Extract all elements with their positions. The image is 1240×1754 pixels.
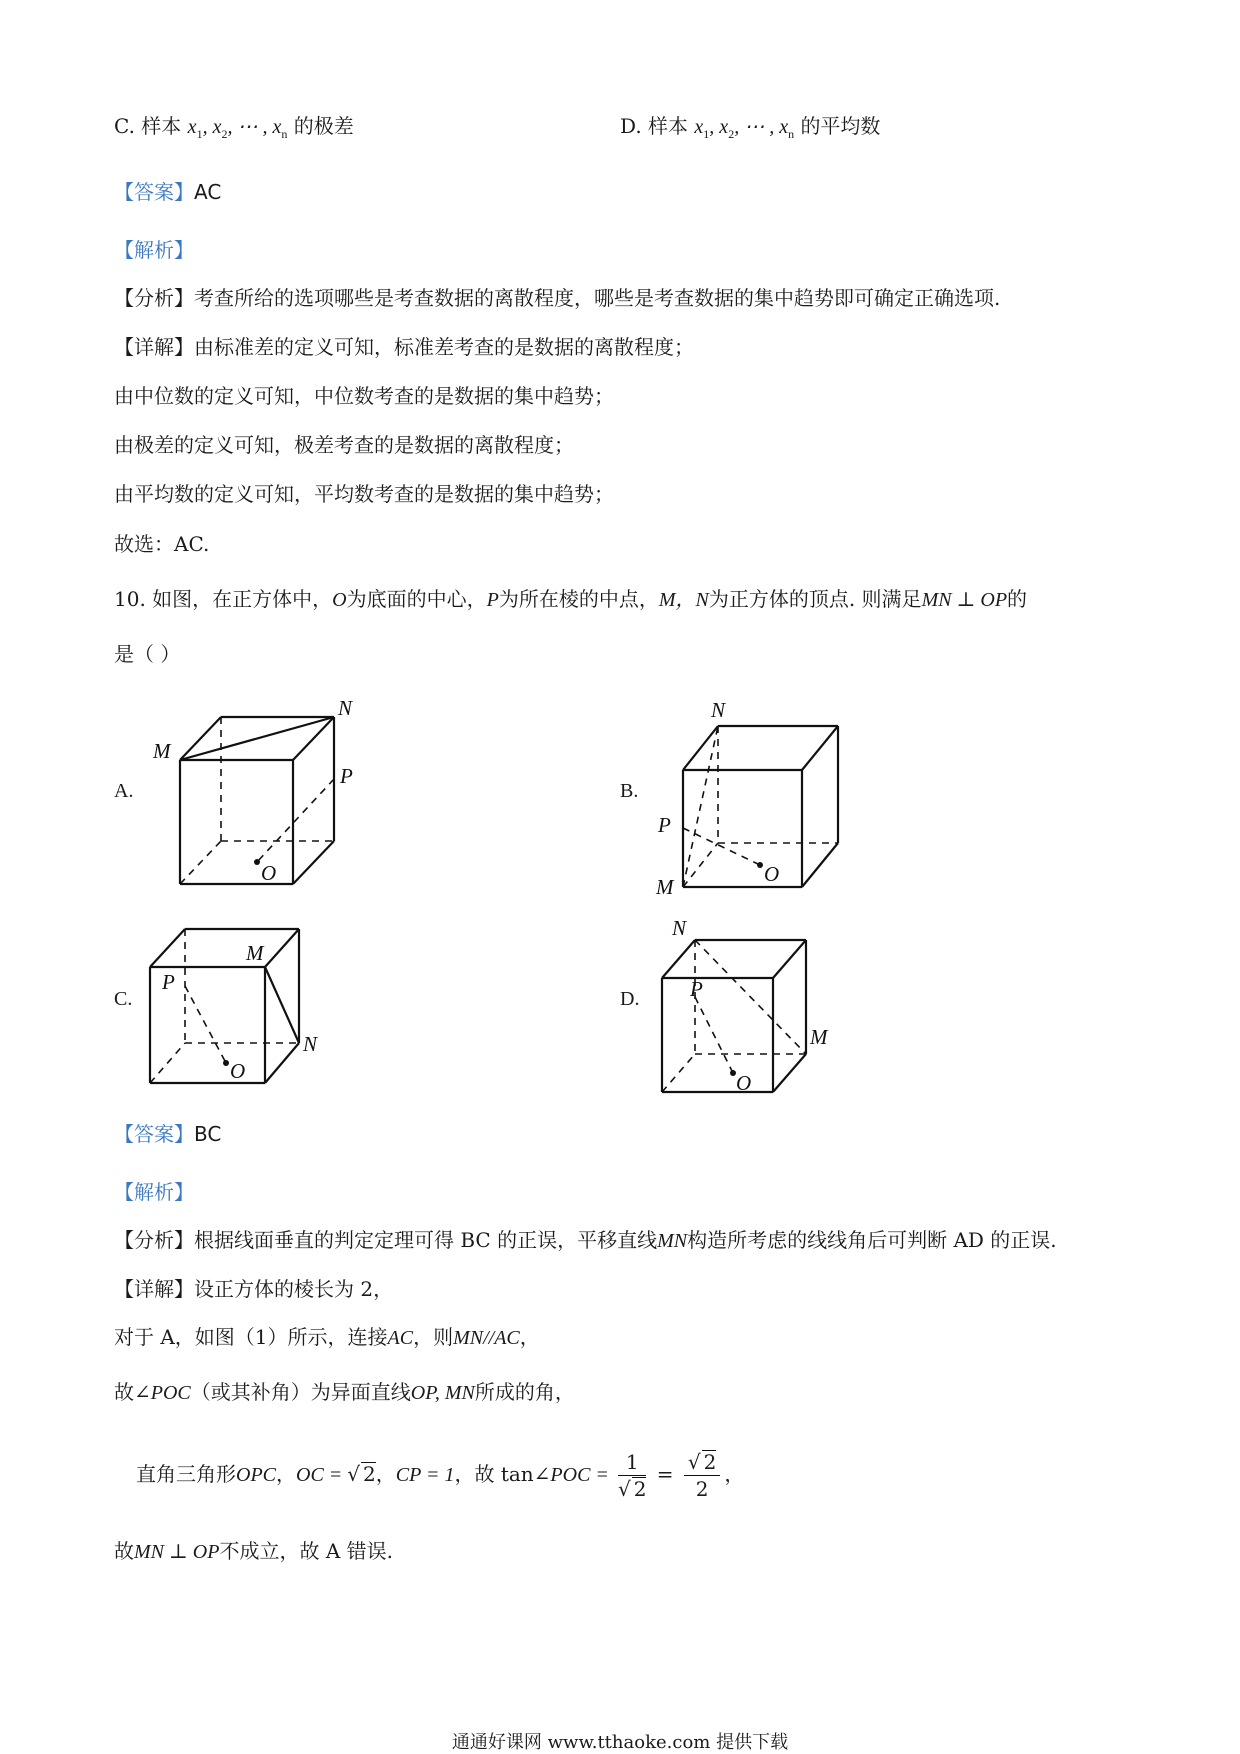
edge <box>265 929 299 967</box>
stem-part: 为正方体的顶点. 则满足 <box>708 587 922 611</box>
figure-d-cube <box>650 912 890 1112</box>
jiexi-tag: 【解析】 <box>114 238 194 262</box>
figure-c-label: C. <box>114 988 133 1010</box>
label-n: N <box>711 698 726 722</box>
option-c-suffix: 的极差 <box>293 114 354 138</box>
math-lines: OP, MN <box>410 1382 475 1404</box>
jiexi-tag: 【解析】 <box>114 1180 194 1204</box>
fenxi-text: 考查所给的选项哪些是考查数据的离散程度，哪些是考查数据的集中趋势即可确定正确选项. <box>194 286 1001 310</box>
page-footer: 通通好课网 www.tthaoke.com 提供下载 <box>451 1732 789 1753</box>
q10-stem-line2: 是（ ） <box>114 642 181 666</box>
edge <box>293 841 334 884</box>
label-m: M <box>656 875 674 899</box>
label-o: O <box>764 862 780 886</box>
q9-answer <box>114 178 221 206</box>
q9-xiangjie <box>114 333 694 361</box>
figure-a-cube <box>145 696 385 900</box>
hidden-edge <box>662 1054 695 1092</box>
stem-part: 为底面的中心， <box>346 587 487 611</box>
label-p: P <box>340 764 353 788</box>
figure-d-label: D. <box>620 988 640 1010</box>
answer-value: BC <box>194 1122 222 1146</box>
math-oc: OC = <box>296 1464 348 1486</box>
text-part: ， <box>519 1325 540 1349</box>
q10-stem <box>114 585 1027 614</box>
sqrt-symbol: √ <box>347 1462 361 1486</box>
text-part: 所成的角， <box>474 1380 575 1404</box>
edge <box>683 726 718 770</box>
label-n: N <box>338 696 353 720</box>
sqrt-value: 2 <box>363 1462 376 1486</box>
label-m: M <box>153 739 171 763</box>
edge <box>265 1043 299 1083</box>
segment-mn <box>683 726 718 887</box>
stem-condition: MN ⊥ OP <box>921 589 1008 611</box>
label-p: P <box>690 977 703 1001</box>
edge <box>662 940 695 978</box>
text-part: 故 <box>114 1539 134 1563</box>
math-cp: CP = 1 <box>395 1464 455 1486</box>
text-part: ， <box>276 1462 296 1486</box>
option-d-suffix: 的平均数 <box>800 114 881 138</box>
label-p: P <box>658 813 671 837</box>
label-m: M <box>810 1025 828 1049</box>
stem-point-p: P <box>486 589 499 611</box>
stem-point-o: O <box>332 589 347 611</box>
segment-op <box>185 986 226 1063</box>
fenxi-mn: MN <box>657 1230 688 1252</box>
q9-option-d <box>620 112 880 148</box>
fraction-denominator: √ 2 <box>617 1477 647 1501</box>
q9-jiexi-tag <box>114 236 194 264</box>
option-d-prefix: D. 样本 <box>620 114 689 138</box>
fenxi-tag: 【分析】 <box>114 1228 194 1252</box>
math-ac: AC <box>387 1327 414 1349</box>
sample-variables: $x_1$, $x_2$, ⋯ , $x_n$ <box>694 116 795 141</box>
fraction-root2-over-2 <box>684 1449 720 1502</box>
text-part: ，故 tan <box>454 1462 534 1486</box>
point-o-dot <box>254 859 260 865</box>
label-o: O <box>230 1059 246 1083</box>
math-angle: ∠POC = <box>533 1464 614 1486</box>
fraction-one-over-root2 <box>618 1449 646 1502</box>
answer-value: AC <box>194 180 222 204</box>
text-part: ，则 <box>413 1325 454 1349</box>
q10-angle <box>114 1378 575 1407</box>
fraction-numerator: 1 <box>618 1449 646 1476</box>
text-part: 故 <box>114 1380 134 1404</box>
stem-points-mn: M，N <box>658 589 709 611</box>
xiangjie-tag: 【详解】 <box>114 335 194 359</box>
figure-a-label: A. <box>114 780 134 802</box>
label-m: M <box>246 941 264 965</box>
label-o: O <box>736 1071 752 1095</box>
edge <box>802 726 838 770</box>
text-part: ， <box>375 1462 396 1486</box>
hidden-edge <box>150 1043 185 1083</box>
fenxi-tag: 【分析】 <box>114 286 194 310</box>
xiangjie-tag: 【详解】 <box>114 1277 194 1301</box>
q9-fenxi <box>114 284 1000 312</box>
edge <box>802 843 838 887</box>
segment-op <box>695 997 733 1073</box>
edge <box>150 929 185 967</box>
q9-line-median: 由中位数的定义可知，中位数考查的是数据的集中趋势； <box>114 384 614 408</box>
text-part: 直角三角形 <box>136 1462 236 1486</box>
label-n: N <box>303 1032 318 1056</box>
q10-fenxi <box>114 1226 1057 1255</box>
edge <box>773 940 806 978</box>
sqrt-value: 2 <box>633 1477 647 1501</box>
point-o-dot <box>223 1060 229 1066</box>
q9-line-range: 由极差的定义可知，极差考查的是数据的离散程度； <box>114 433 574 457</box>
text-part: 对于 A，如图（1）所示，连接 <box>114 1325 388 1349</box>
label-p: P <box>162 970 175 994</box>
segment-mn <box>265 967 299 1043</box>
answer-tag: 【答案】 <box>114 1122 194 1146</box>
stem-part: 10. 如图，在正方体中， <box>114 587 333 611</box>
option-c-prefix: C. 样本 <box>114 114 182 138</box>
xiangjie-text: 由标准差的定义可知，标准差考查的是数据的离散程度； <box>194 335 694 359</box>
edge <box>773 1054 806 1092</box>
fraction-numerator: √ 2 <box>684 1449 720 1476</box>
q10-jiexi-tag <box>114 1178 194 1206</box>
fenxi-text: 构造所考虑的线线角后可判断 AD 的正误. <box>687 1228 1057 1252</box>
sqrt-value: 2 <box>703 1450 717 1474</box>
text-part: （或其补角）为异面直线 <box>190 1380 411 1404</box>
q10-triangle <box>136 1446 744 1503</box>
math-condition: MN ⊥ OP <box>134 1541 220 1563</box>
segment-op <box>257 779 334 862</box>
fraction-denominator: 2 <box>695 1477 709 1501</box>
math-angle-poc: ∠POC <box>134 1382 191 1404</box>
q9-line-mean: 由平均数的定义可知，平均数考查的是数据的集中趋势； <box>114 482 614 506</box>
figure-b-label: B. <box>620 780 639 802</box>
segment-mn <box>695 940 806 1054</box>
stem-part: 为所在棱的中点， <box>498 587 659 611</box>
figure-b-cube <box>650 697 890 897</box>
sample-variables: $x_1$, $x_2$, ⋯ , $x_n$ <box>187 116 288 141</box>
equals-sign: = <box>656 1462 674 1486</box>
answer-tag: 【答案】 <box>114 180 194 204</box>
xiangjie-text: 设正方体的棱长为 2， <box>194 1277 394 1301</box>
text-part: ， <box>724 1462 745 1486</box>
math-parallel: MN//AC <box>453 1327 520 1349</box>
hidden-edge <box>180 841 221 884</box>
stem-part: 的 <box>1007 587 1028 611</box>
point-o-dot <box>757 862 763 868</box>
label-n: N <box>672 916 687 940</box>
segment-mn <box>180 717 334 760</box>
q10-answer <box>114 1120 221 1148</box>
text-part: 不成立，故 A 错误. <box>219 1539 393 1563</box>
q10-for-a <box>114 1323 540 1352</box>
q9-choice: 故选：AC. <box>114 532 210 556</box>
q9-option-c <box>114 112 354 148</box>
math-opc: OPC <box>236 1464 276 1486</box>
figure-c-cube <box>140 910 380 1110</box>
fenxi-text: 根据线面垂直的判定定理可得 BC 的正误，平移直线 <box>194 1228 658 1252</box>
q10-xiangjie <box>114 1275 393 1303</box>
label-o: O <box>261 861 277 885</box>
hidden-edge <box>683 843 718 887</box>
q10-conclusion <box>114 1537 393 1566</box>
